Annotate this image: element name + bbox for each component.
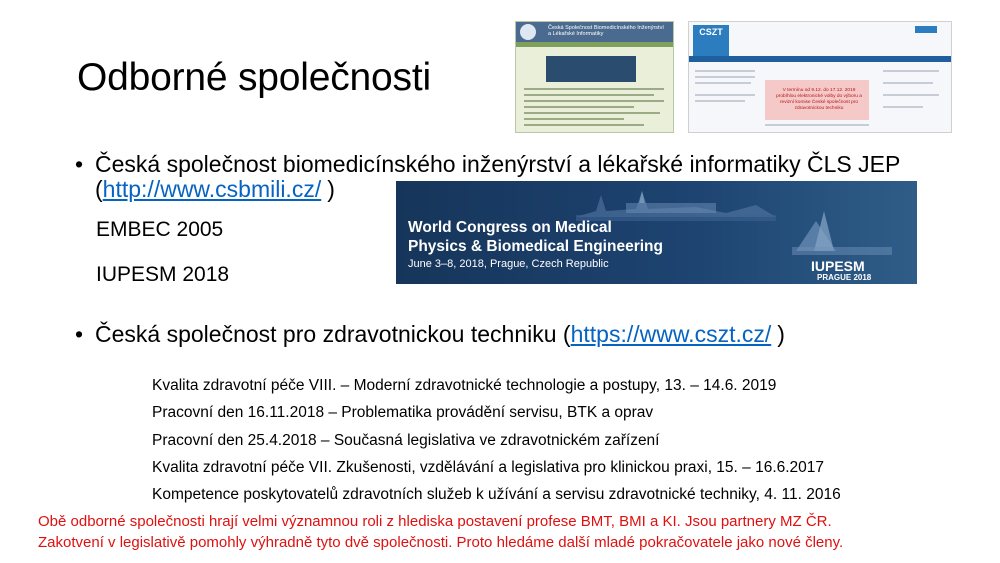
thumb-text-line [765, 124, 869, 126]
csbmili-link-line [95, 175, 335, 203]
iupesm-logo-text: IUPESM [811, 258, 865, 274]
slide-title: Odborné společnosti [77, 56, 431, 99]
event-item: Kvalita zdravotní péče VIII. – Moderní zdravotnické technologie a postupy, 13. – 14.6. 2019 [152, 377, 777, 394]
embec-item: EMBEC 2005 [96, 218, 224, 241]
bullet-dot-icon: • [75, 151, 84, 177]
thumb-login-button [915, 26, 937, 33]
thumb-nav [689, 56, 951, 62]
thumb-text-line [524, 88, 664, 90]
note-line: Zakotvení v legislativě pomohly výhradně tyto dvě společnosti. Proto hledáme další mladé pokračovatele jako nové členy. [38, 534, 844, 551]
banner-line2: Physics & Biomedical Engineering [408, 238, 663, 255]
thumb-text-line [524, 106, 634, 108]
society-logo-icon [520, 24, 536, 40]
paren-close: ) [327, 176, 335, 202]
banner-line3: June 3–8, 2018, Prague, Czech Republic [408, 258, 609, 270]
thumb-text-line [695, 70, 755, 72]
cszt-logo: CSZT [693, 25, 729, 57]
note-line: Obě odborné společnosti hrají velmi významnou roli z hlediska postavení profese BMT, BMI a KI. Jsou partnery MZ ČR. [38, 513, 832, 530]
thumb-title: Česká Společnost Biomedicínského Inženýrství a Lékařské Informatiky [548, 25, 664, 37]
thumb-text-line [883, 82, 933, 84]
event-item: Pracovní den 16.11.2018 – Problematika provádění servisu, BTK a oprav [152, 404, 654, 422]
thumb-text-line [883, 94, 939, 96]
thumb-banner [546, 56, 636, 82]
thumb-text-line [524, 100, 664, 102]
iupesm-item: IUPESM 2018 [96, 263, 230, 286]
bullet-dot-icon: • [75, 321, 84, 347]
events-list [152, 372, 841, 508]
thumb-text-line [695, 100, 745, 102]
bullet-text: Česká společnost biomedicínského inženýrství a lékařské informatiky ČLS JEP [95, 151, 901, 177]
banner-line1: World Congress on Medical [408, 219, 612, 236]
thumb-text-line [524, 118, 624, 120]
thumb-text-line [524, 124, 644, 126]
event-item: Kvalita zdravotní péče VII. Zkušenosti, vzdělávání a legislativa pro klinickou praxi, 15. – 16.6.2017 [152, 458, 825, 476]
red-note [38, 511, 988, 553]
thumb-text-line [695, 94, 755, 96]
thumb-text-line [883, 106, 923, 108]
cszt-link[interactable]: https://www.cszt.cz/ [570, 321, 772, 347]
thumb-notice-text: V termínu od 9.12. do 17.12. 2019 probíhlou elektronické volby do výboru a revizní komise České společnost pro zdravotnickou techniku [776, 88, 862, 111]
event-item: Kompetence poskytovatelů zdravotních služeb k užívání a servisu zdravotnické techniky, 4. 11. 2016 [152, 486, 841, 504]
cszt-website-screenshot [688, 21, 952, 133]
bullet-cszt-text: Česká společnost pro zdravotnickou techniku ( [95, 321, 571, 347]
thumb-text-line [524, 112, 660, 114]
thumb-text-line [524, 94, 654, 96]
prague-2018-text: PRAGUE 2018 [817, 273, 872, 282]
paren-close: ) [777, 321, 785, 347]
csbmili-website-screenshot [515, 21, 674, 133]
thumb-text-line [883, 70, 939, 72]
paren-open: ( [95, 176, 103, 202]
event-item: Pracovní den 25.4.2018 – Současná legislativa ve zdravotnickém zařízení [152, 431, 660, 449]
thumb-text-line [695, 82, 751, 84]
congress-banner [396, 181, 917, 284]
bullet-text [95, 320, 785, 348]
thumb-nav [516, 42, 673, 47]
csbmili-link[interactable]: http://www.csbmili.cz/ [102, 176, 322, 202]
thumb-text-line [695, 76, 755, 78]
